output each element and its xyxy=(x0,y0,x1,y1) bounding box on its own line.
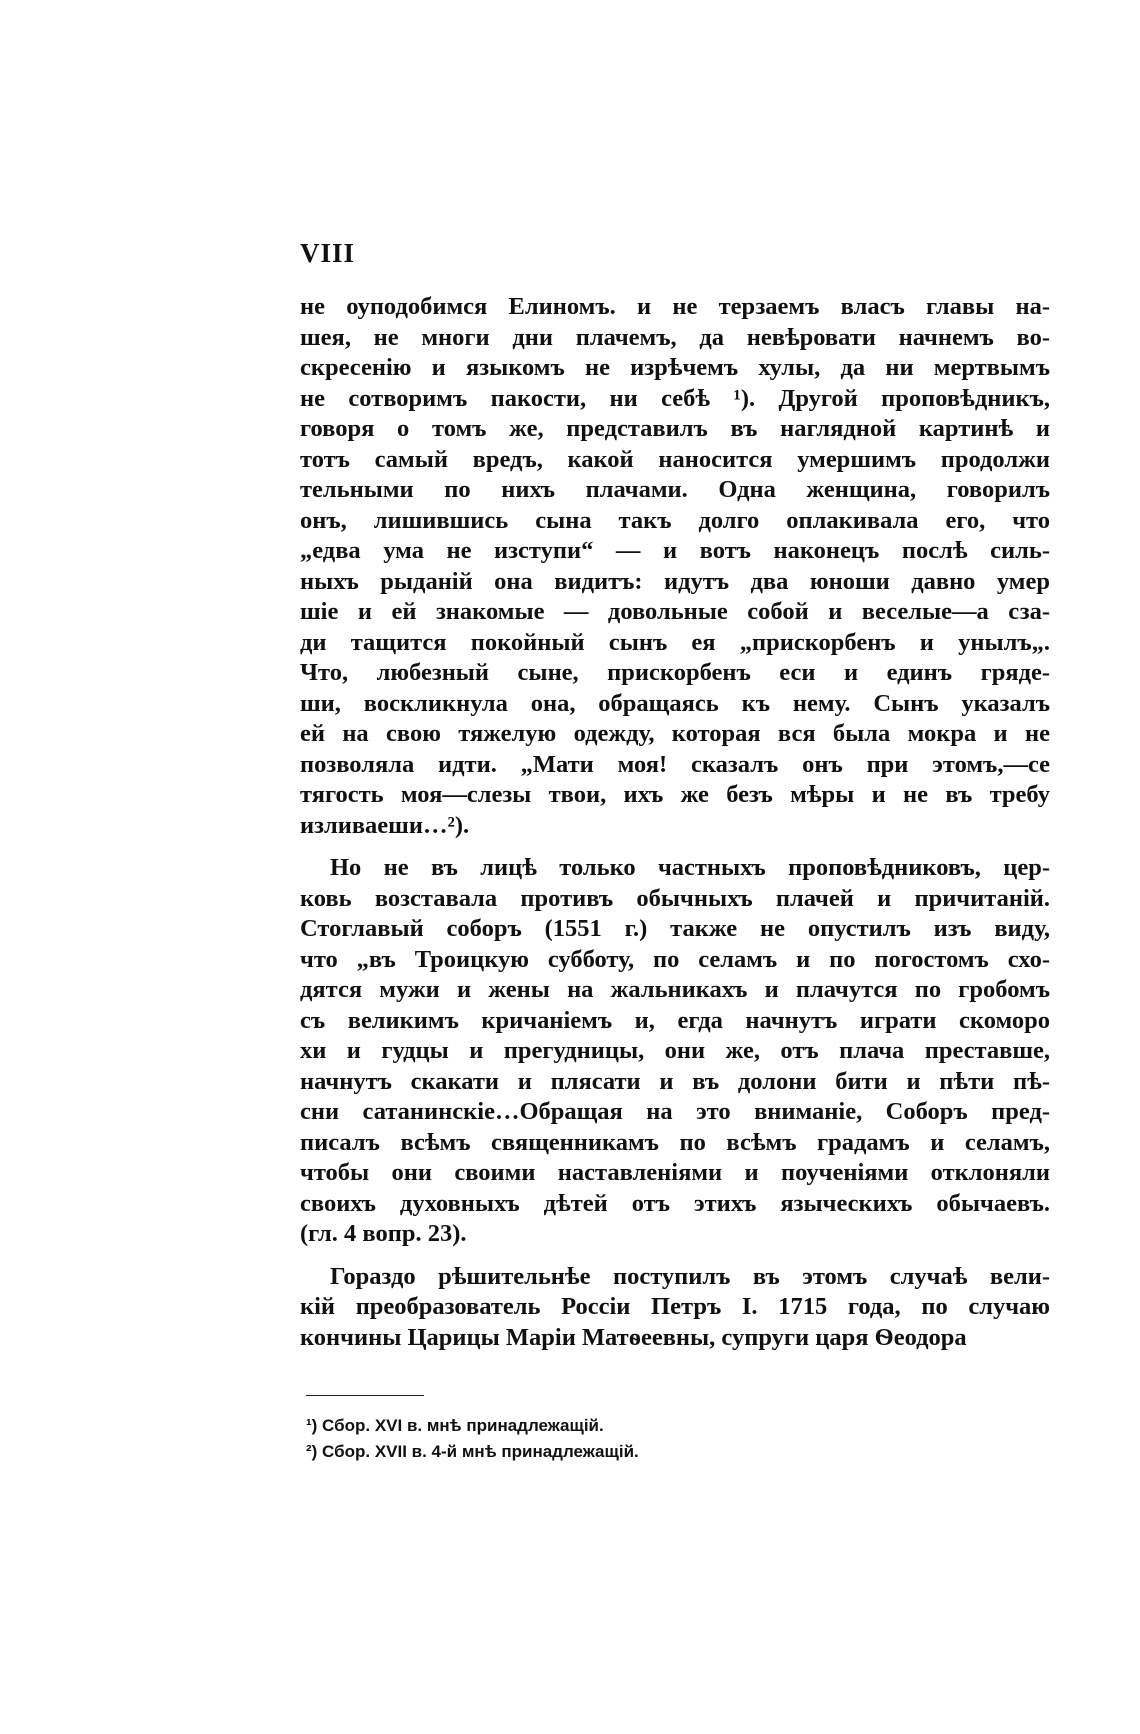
text-line: говоря о томъ же, представилъ въ наглядной картинѣ и xyxy=(300,415,1050,442)
text-line: ковь возставала противъ обычныхъ плачей и причитаній. xyxy=(300,884,1050,912)
footnote: ¹) Сбор. XVI в. мнѣ принадлежащій. xyxy=(306,1416,604,1435)
text-line: шея, не многи дни плачемъ, да невѣровати начнемъ во- xyxy=(300,323,1050,351)
text-line: тягость моя—слезы твои, ихъ же безъ мѣры и не въ требу xyxy=(300,781,1050,808)
text-line: изливаеши…²). xyxy=(300,811,470,839)
text-line: Но не въ лицѣ только частныхъ проповѣдниковъ, цер- xyxy=(330,854,1050,881)
paragraph xyxy=(300,292,1050,841)
text-line: тотъ самый вредъ, какой наносится умершимъ продолжи xyxy=(300,445,1050,473)
text-line: своихъ духовныхъ дѣтей отъ этихъ языческихъ обычаевъ. xyxy=(300,1189,1050,1217)
text-line: „едва ума не изступи“ — и вотъ наконецъ послѣ силь- xyxy=(300,537,1050,564)
text-line: ей на свою тяжелую одежду, которая вся была мокра и не xyxy=(300,720,1050,747)
text-line: ши, воскликнула она, обращаясь къ нему. Сынъ указалъ xyxy=(300,689,1050,717)
text-line: дятся мужи и жены на жальникахъ и плачутся по гробомъ xyxy=(300,976,1050,1003)
footnote-divider xyxy=(306,1395,424,1396)
text-line: ныхъ рыданій она видитъ: идутъ два юноши давно умер xyxy=(300,567,1050,595)
text-line: не оуподобимся Елиномъ. и не терзаемъ власъ главы на- xyxy=(300,293,1050,320)
text-line: кончины Царицы Маріи Матѳеевны, супруги царя Ѳеодора xyxy=(300,1323,967,1351)
text-line: не сотворимъ пакости, ни себѣ ¹). Другой проповѣдникъ, xyxy=(300,384,1050,412)
text-line: ди тащится покойный сынъ ея „прискорбенъ и унылъ„. xyxy=(300,628,1050,656)
text-line: шіе и ей знакомые — довольные собой и веселые—а сза- xyxy=(300,598,1050,625)
text-line: что „въ Троицкую субботу, по селамъ и по погостомъ схо- xyxy=(300,945,1050,973)
footnotes xyxy=(306,1413,639,1465)
paragraph xyxy=(300,1262,1050,1354)
text-line: тельными по нихъ плачами. Одна женщина, говорилъ xyxy=(300,476,1050,503)
text-line: скресенію и языкомъ не изрѣчемъ хулы, да ни мертвымъ xyxy=(300,354,1050,381)
paragraph xyxy=(300,853,1050,1250)
text-line: съ великимъ кричаніемъ и, егда начнутъ играти скоморо xyxy=(300,1006,1050,1034)
text-line: позволяла идти. „Мати моя! сказалъ онъ при этомъ,—се xyxy=(300,750,1050,778)
footnote: ²) Сбор. XVII в. 4-й мнѣ принадлежащій. xyxy=(306,1442,639,1461)
text-line: чтобы они своими наставленіями и поученіями отклоняли xyxy=(300,1159,1050,1186)
text-line: (гл. 4 вопр. 23). xyxy=(300,1220,467,1247)
page-number: VIII xyxy=(300,238,356,268)
text-line: сни сатанинскіе…Обращая на это вниманіе, Соборъ пред- xyxy=(300,1098,1050,1125)
body-text xyxy=(300,292,1050,1353)
text-line: Стоглавый соборъ (1551 г.) также не опустилъ изъ виду, xyxy=(300,915,1050,942)
text-line: онъ, лишившись сына такъ долго оплакивала его, что xyxy=(300,506,1050,534)
text-line: Гораздо рѣшительнѣе поступилъ въ этомъ случаѣ вели- xyxy=(330,1262,1050,1290)
text-line: писалъ всѣмъ священникамъ по всѣмъ градамъ и селамъ, xyxy=(300,1128,1050,1156)
text-line: Что, любезный сыне, прискорбенъ еси и единъ гряде- xyxy=(300,659,1050,686)
text-line: хи и гудцы и прегудницы, они же, отъ плача преставше, xyxy=(300,1037,1050,1064)
text-line: начнутъ скакати и плясати и въ долони бити и пѣти пѣ- xyxy=(300,1067,1050,1095)
text-line: кій преобразователь Россіи Петръ I. 1715 года, по случаю xyxy=(300,1293,1050,1320)
